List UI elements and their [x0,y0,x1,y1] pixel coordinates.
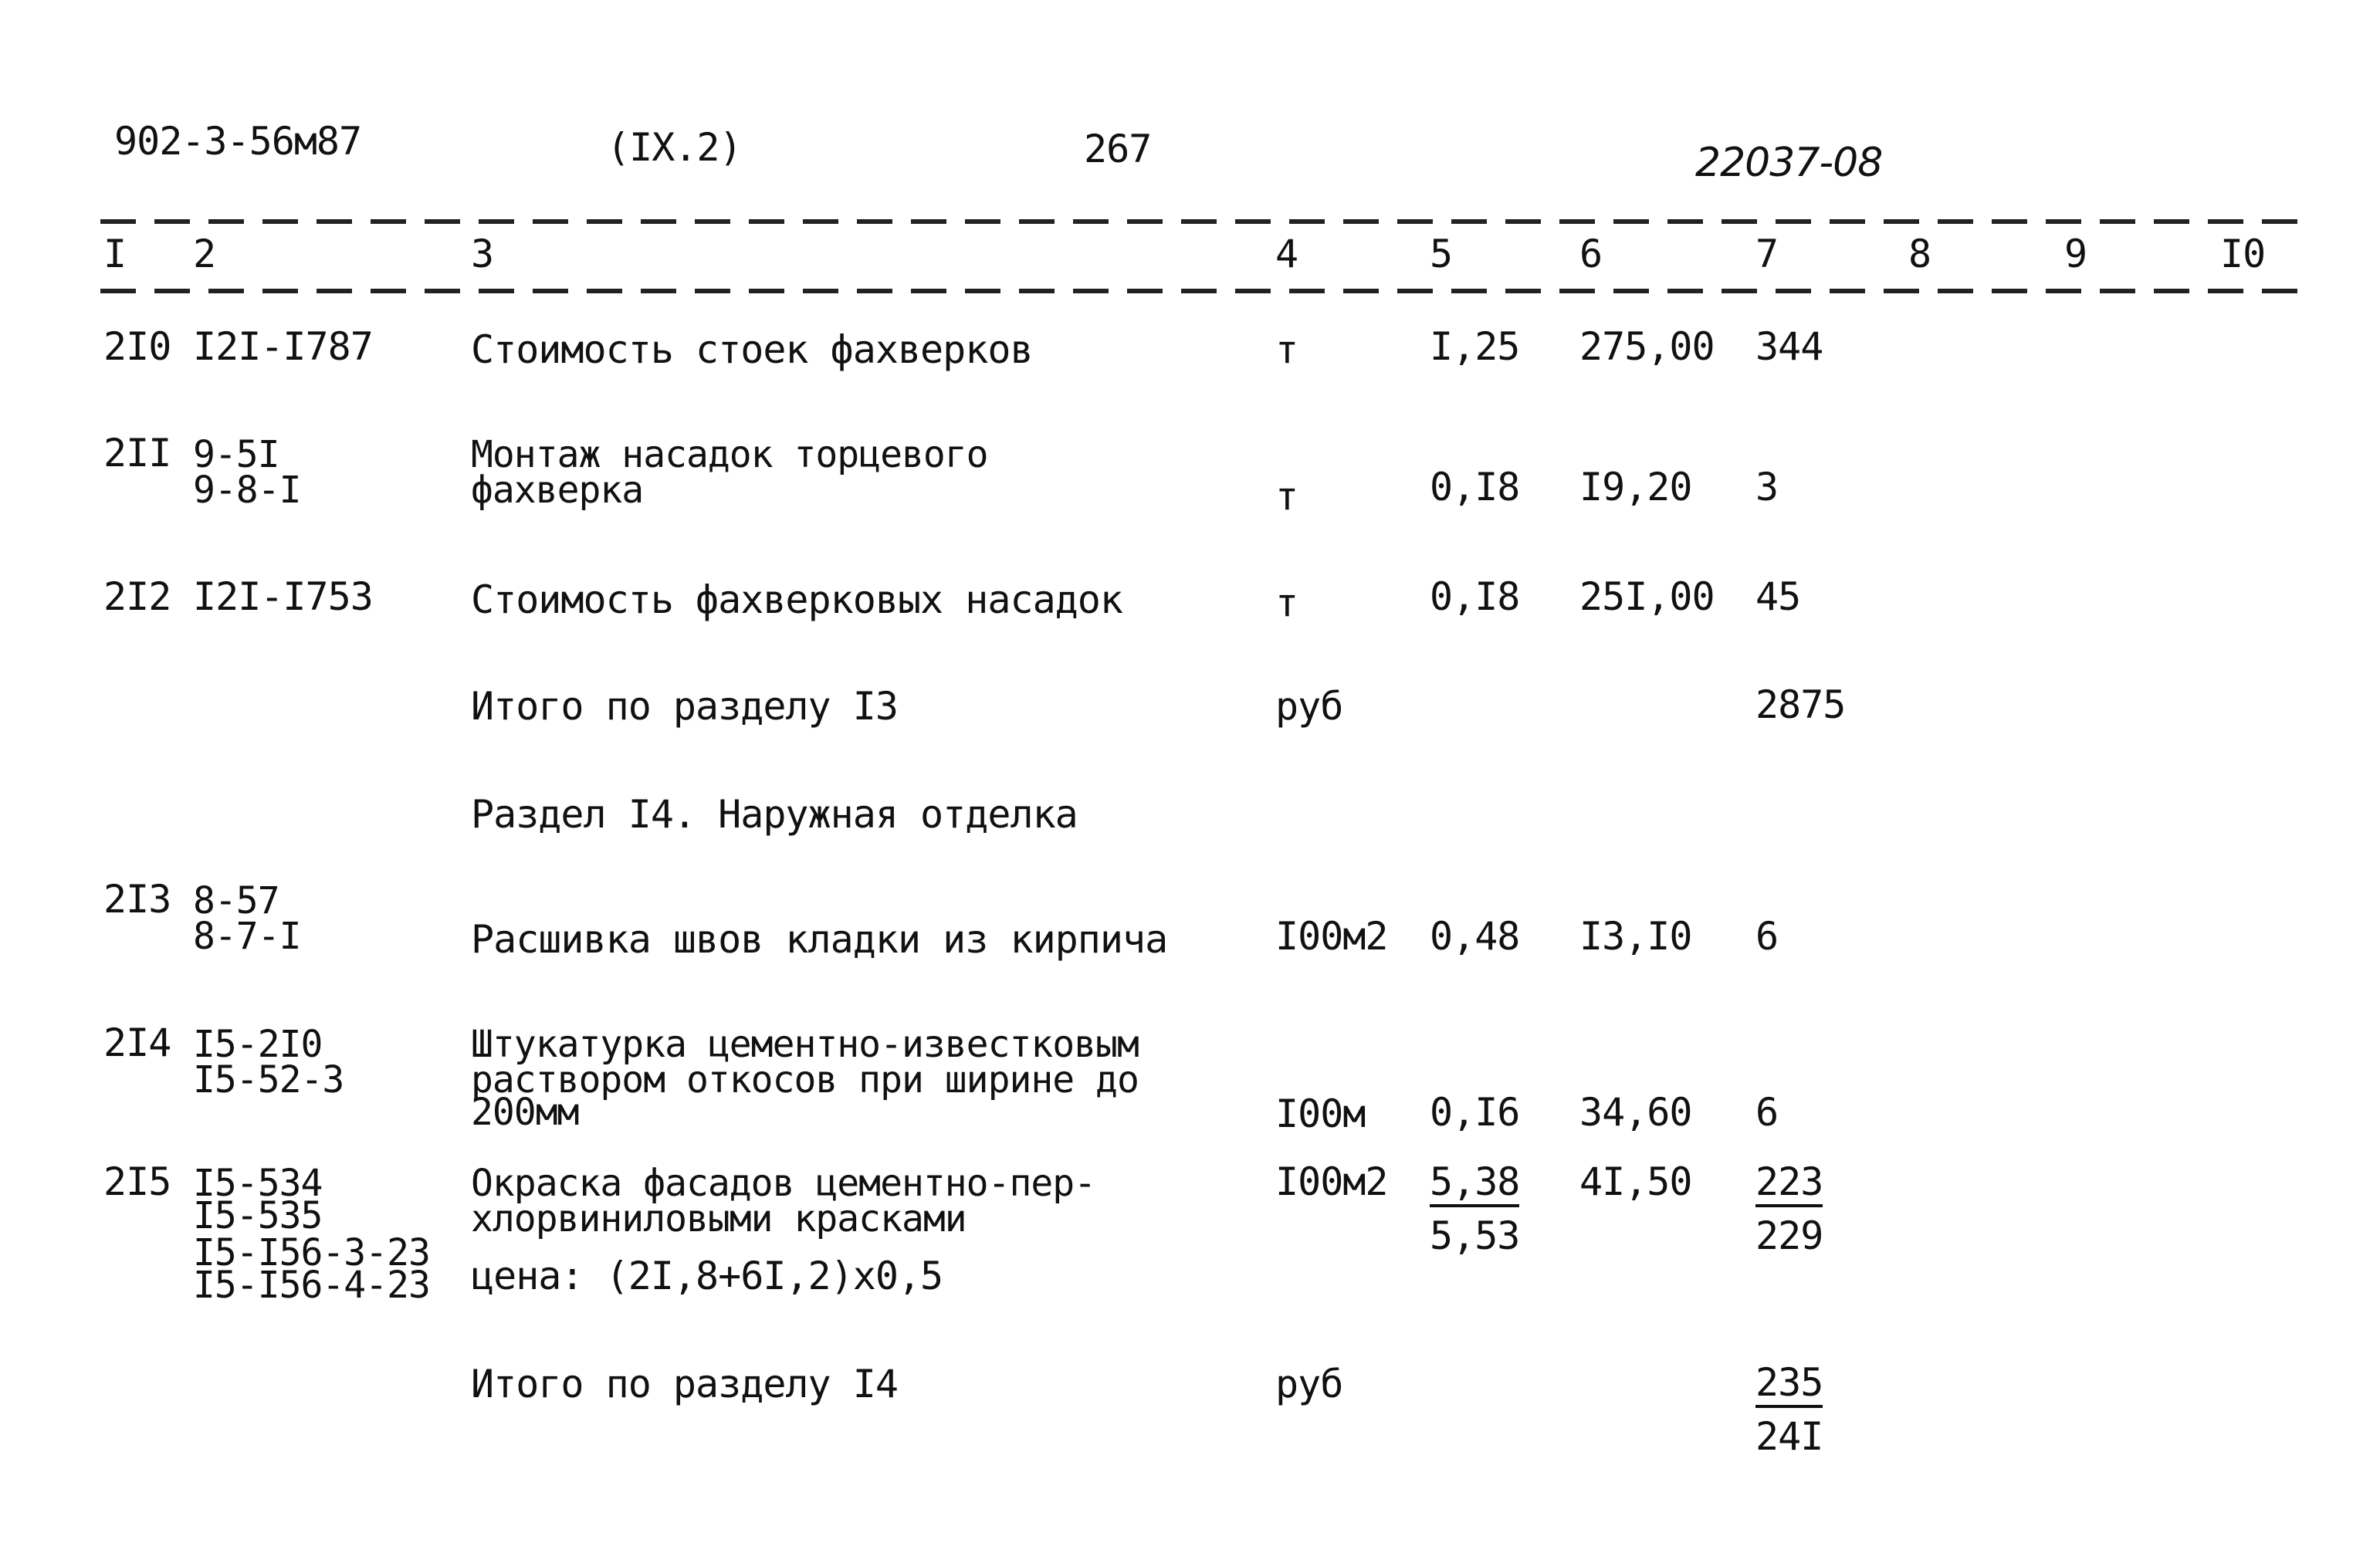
col-1: I [103,232,127,276]
row-213-unit: I00м2 [1275,914,1388,959]
row-212-qty: 0,I8 [1430,574,1520,619]
subtotal-14-unit: руб [1275,1362,1343,1406]
row-213-no: 2I3 [103,877,171,922]
row-213-qty: 0,48 [1430,914,1520,959]
row-210-code: I2I-I787 [193,324,373,369]
subtotal-14-label: Итого по разделу I4 [471,1362,898,1406]
subtotal-13-unit: руб [1275,684,1343,729]
row-215-code-4: I5-I56-4-23 [193,1264,430,1307]
row-211-code-2: 9-8-I [193,469,301,512]
row-213-price: I3,I0 [1579,914,1692,959]
row-214-desc-3: 200мм [471,1091,579,1134]
page-number: 267 [1084,127,1152,171]
subtotal-13-label: Итого по разделу I3 [471,684,898,729]
row-214-price: 34,60 [1579,1090,1692,1135]
row-211-unit: т [1275,474,1298,519]
row-215-unit: I00м2 [1275,1159,1388,1204]
row-214-desc-1: Штукатурка цементно-известковым [471,1023,1139,1066]
row-214-code-1: I5-2I0 [193,1023,323,1066]
row-215-code-3: I5-I56-3-23 [193,1231,430,1274]
row-211-code-1: 9-5I [193,433,279,476]
col-6: 6 [1579,232,1603,276]
col-3: 3 [471,232,494,276]
row-210-qty: I,25 [1430,324,1520,369]
row-212-code: I2I-I753 [193,574,373,619]
col-8: 8 [1908,232,1931,276]
subtotal-14-total-bottom: 24I [1755,1414,1823,1459]
row-212-unit: т [1275,580,1298,625]
row-212-total: 45 [1755,574,1801,619]
row-215-qty-bottom: 5,53 [1430,1213,1520,1258]
row-210-desc: Стоимость стоек фахверков [471,327,1033,372]
col-7: 7 [1755,232,1779,276]
col-2: 2 [193,232,216,276]
row-215-price-formula: цена: (2I,8+6I,2)х0,5 [471,1254,943,1298]
row-215-code-1: I5-534 [193,1162,323,1205]
row-214-no: 2I4 [103,1020,171,1065]
doc-code: 902-3-56м87 [114,119,362,164]
top-rule [100,219,2308,224]
row-213-total: 6 [1755,914,1779,959]
row-215-desc-1: Окраска фасадов цементно-пер- [471,1162,1096,1205]
row-212-no: 2I2 [103,574,171,619]
col-10: I0 [2220,232,2266,276]
row-210-no: 2I0 [103,324,171,369]
row-215-code-2: I5-535 [193,1194,323,1237]
inventory-number: 22037-08 [1695,140,1883,186]
header-rule [100,289,2308,293]
row-213-code-1: 8-57 [193,879,279,922]
subtotal-13-total: 2875 [1755,682,1846,727]
row-215-total-top: 223 [1755,1162,1823,1207]
row-210-unit: т [1275,327,1298,372]
row-214-qty: 0,I6 [1430,1090,1520,1135]
section-ref: (IX.2) [607,125,742,170]
row-214-unit: I00м [1275,1091,1366,1136]
row-211-desc-1: Монтаж насадок торцевого [471,433,988,476]
row-211-qty: 0,I8 [1430,465,1520,509]
row-214-code-2: I5-52-3 [193,1058,344,1102]
row-212-price: 25I,00 [1579,574,1715,619]
row-214-total: 6 [1755,1090,1779,1135]
row-213-desc: Расшивка швов кладки из кирпича [471,917,1168,962]
col-5: 5 [1430,232,1453,276]
row-210-price: 275,00 [1579,324,1715,369]
col-9: 9 [2064,232,2087,276]
row-215-no: 2I5 [103,1159,171,1204]
row-214-desc-2: раствором откосов при ширине до [471,1058,1139,1102]
row-213-code-2: 8-7-I [193,915,301,958]
section-14-heading: Раздел I4. Наружная отделка [471,792,1078,837]
col-4: 4 [1275,232,1298,276]
row-215-desc-2: хлорвиниловыми красками [471,1197,967,1240]
row-211-desc-2: фахверка [471,469,644,512]
row-215-price: 4I,50 [1579,1159,1692,1204]
row-215-qty-top: 5,38 [1430,1162,1519,1207]
row-211-no: 2II [103,431,171,475]
row-212-desc: Стоимость фахверковых насадок [471,577,1122,622]
row-211-price: I9,20 [1579,465,1692,509]
row-210-total: 344 [1755,324,1823,369]
subtotal-14-total-top: 235 [1755,1363,1823,1408]
row-211-total: 3 [1755,465,1779,509]
row-215-total-bottom: 229 [1755,1213,1823,1258]
